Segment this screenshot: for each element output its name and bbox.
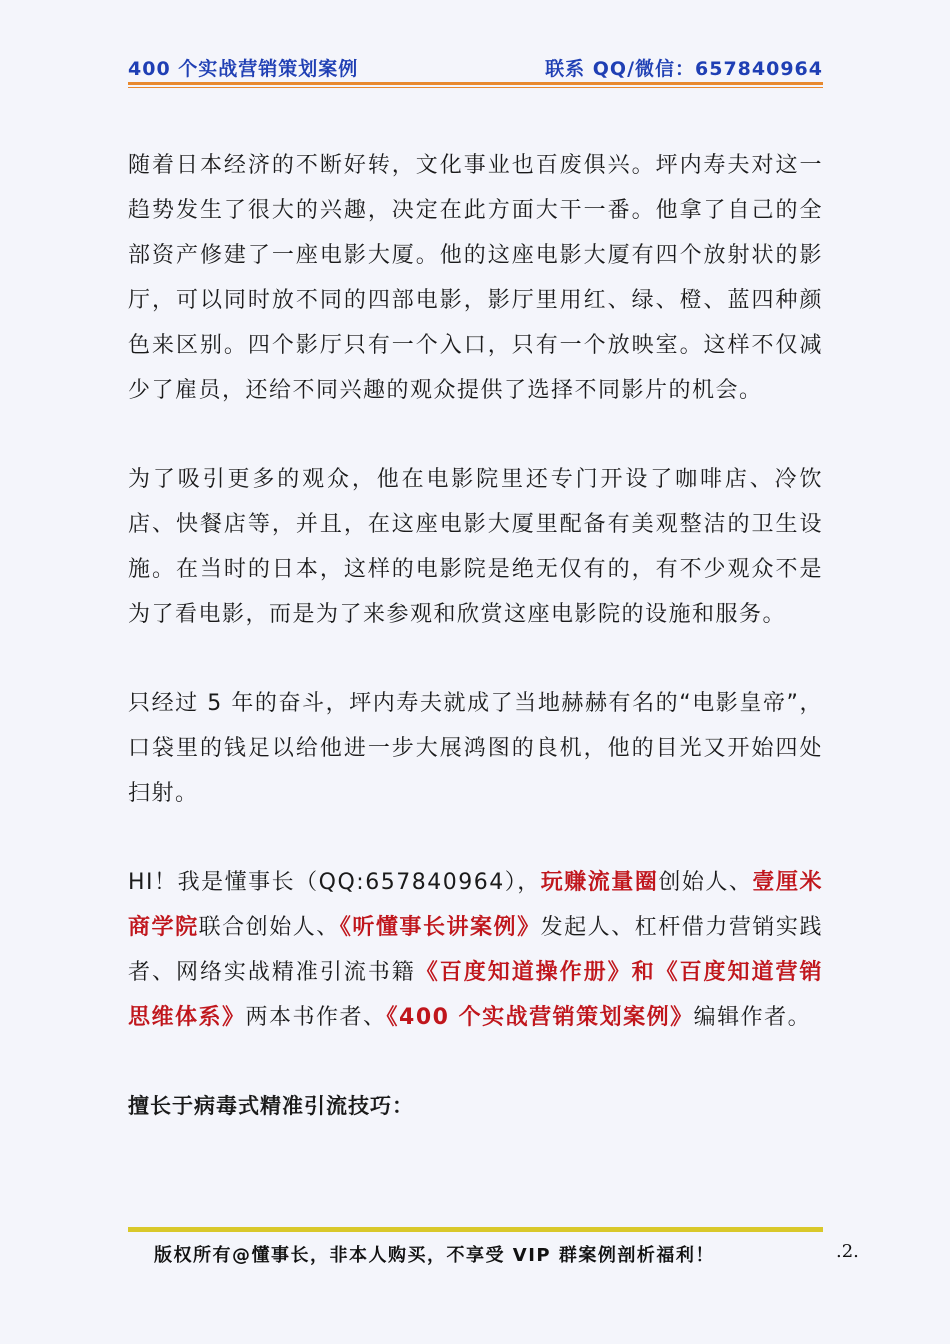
- bio-text: 发起人、杠杆借力营销实践者、网络实战精准引流书籍: [128, 915, 823, 985]
- bio-highlight: 《听懂事长讲案例》: [339, 915, 541, 940]
- paragraph: 只经过 5 年的奋斗，坪内寿夫就成了当地赫赫有名的“电影皇帝”，口袋里的钱足以给他进一步大展鸿图的良机，他的目光又开始四处扫射。: [128, 691, 823, 806]
- header-divider: [128, 82, 823, 85]
- header-divider-thin: [128, 87, 823, 88]
- page-header: [128, 54, 823, 78]
- bio-text: 编辑作者。: [693, 1005, 812, 1030]
- bio-text: HI！我是懂事长（QQ:657840964），: [128, 870, 541, 895]
- bio-text: 联合创始人、: [198, 915, 340, 940]
- bio-highlight: 玩赚流量圈: [540, 870, 659, 895]
- footer-copyright: 版权所有@懂事长，非本人购买，不享受 VIP 群案例剖析福利！: [154, 1245, 715, 1266]
- bio-highlight: 《400 个实战营销策划案例》: [386, 1005, 694, 1030]
- section-subheading: 擅长于病毒式精准引流技巧：: [128, 1094, 414, 1118]
- footer-divider: [128, 1227, 823, 1232]
- bio-text: 两本书作者、: [245, 1005, 387, 1030]
- bio-text: 创始人、: [658, 870, 753, 895]
- header-contact: 联系 QQ/微信：657840964: [545, 58, 823, 80]
- document-body: [128, 143, 823, 1129]
- bio-highlight: 《百度知道操作册》和《百度知道营销思维体系》: [128, 960, 823, 1030]
- page-number: .2.: [836, 1241, 859, 1262]
- bio-highlight: 壹厘米商学院: [128, 870, 823, 940]
- paragraph: 为了吸引更多的观众，他在电影院里还专门开设了咖啡店、冷饮店、快餐店等，并且，在这座电影大厦里配备有美观整洁的卫生设施。在当时的日本，这样的电影院是绝无仅有的，有不少观众不是为了看电影，而是为了来参观和欣赏这座电影院的设施和服务。: [128, 467, 823, 627]
- paragraph: 随着日本经济的不断好转，文化事业也百废俱兴。坪内寿夫对这一趋势发生了很大的兴趣，决定在此方面大干一番。他拿了自己的全部资产修建了一座电影大厦。他的这座电影大厦有四个放射状的影厅，可以同时放不同的四部电影，影厅里用红、绿、橙、蓝四种颜色来区别。四个影厅只有一个入口，只有一个放映室。这样不仅减少了雇员，还给不同兴趣的观众提供了选择不同影片的机会。: [128, 153, 823, 403]
- header-title: 400 个实战营销策划案例: [128, 58, 359, 80]
- author-bio: [128, 860, 823, 1040]
